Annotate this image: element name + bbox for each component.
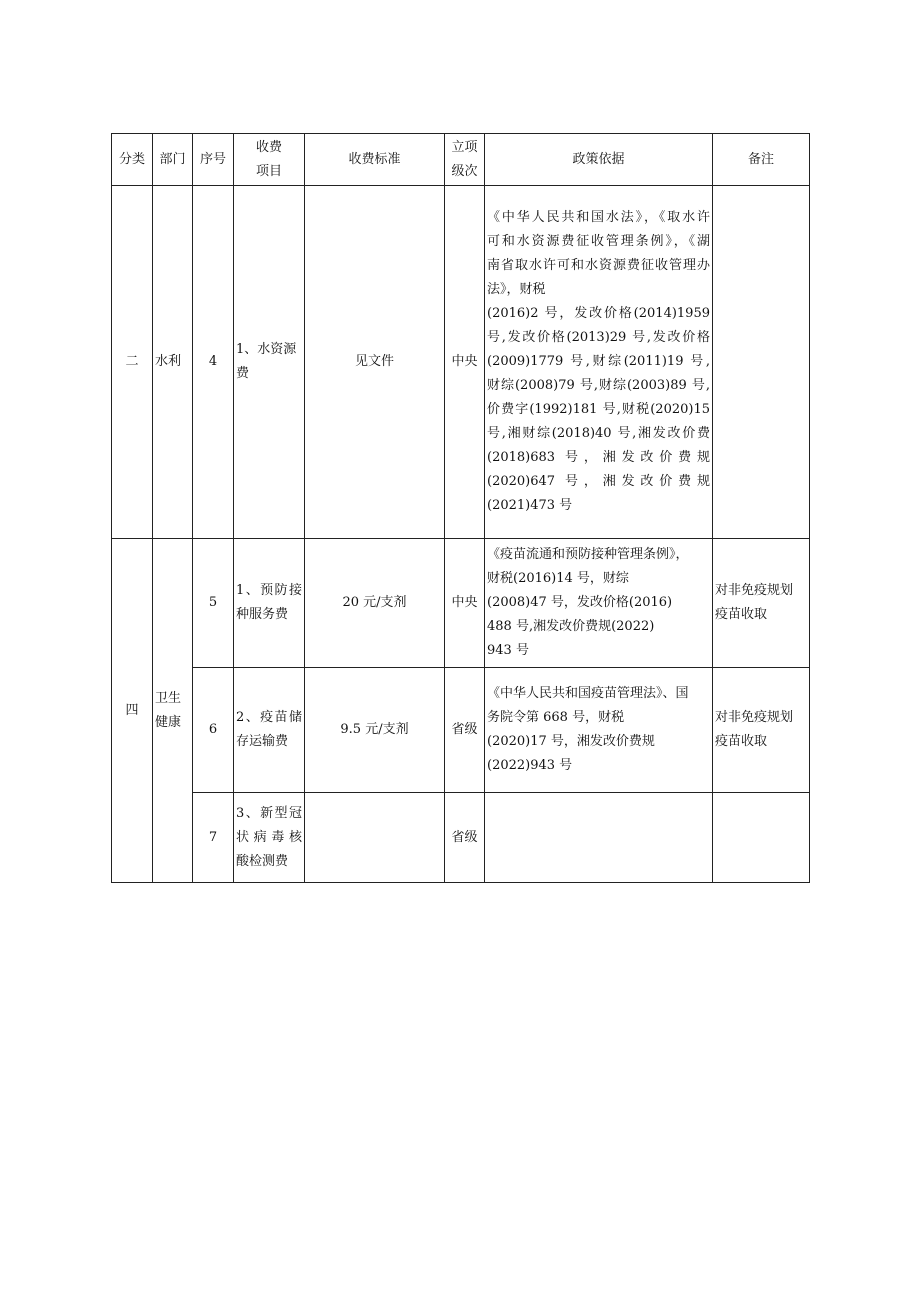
policy-line: (2020)17 号，湘发改价费规 [487,734,655,749]
item-line2: 种服务费 [236,607,289,622]
policy-line: 《中华人民共和国疫苗管理法》、国 [487,686,689,701]
standard-cell: 见文件 [305,186,445,539]
policy-line: (2018)683 号，湘发改价费规 [487,450,710,465]
table-row [112,539,810,668]
item-cell: 1、水资源费 [234,186,305,539]
item-cell [234,668,305,793]
header-level-line1: 立项 [451,139,478,155]
level-cell: 省级 [445,793,485,883]
item-cell [234,793,305,883]
policy-line: 《中华人民共和国水法》，《取水许 [487,210,710,225]
department-line1: 卫生 [155,690,182,706]
remark-cell [713,539,810,668]
remark-line1: 对非免疫规划 [715,710,794,725]
table-row [112,186,810,539]
policy-line: (2008)47 号，发改价格(2016) [487,595,673,610]
category-cell: 二 [112,186,153,539]
policy-cell [485,668,713,793]
policy-line: 488 号,湘发改价费规(2022) [487,619,655,634]
policy-line: 财综(2008)79 号,财综(2003)89 号, [487,378,710,393]
policy-line: (2022)943 号 [487,758,573,773]
level-cell: 中央 [445,186,485,539]
item-line2: 状病毒核 [236,829,302,845]
remark-cell [713,793,810,883]
item-cell [234,539,305,668]
standard-cell: 20 元/支剂 [305,539,445,668]
department-cell: 水利 [153,186,193,539]
policy-cell [485,793,713,883]
remark-line2: 疫苗收取 [715,734,768,749]
policy-line: (2009)1779 号,财综(2011)19 号, [487,354,710,369]
header-category: 分类 [112,134,153,186]
seq-cell: 4 [193,186,234,539]
seq-cell: 7 [193,793,234,883]
policy-line: 务院令第 668 号，财税 [487,710,625,725]
header-item-line2: 项目 [255,163,282,179]
seq-cell: 6 [193,668,234,793]
policy-line: 943 号 [487,643,529,658]
item-line2: 存运输费 [236,734,289,749]
policy-line: (2016)2 号，发改价格(2014)1959 [487,306,710,321]
policy-cell [485,539,713,668]
category-cell: 四 [112,539,153,883]
header-row [112,134,810,186]
department-cell [153,539,193,883]
item-line1: 3、新型冠 [236,805,302,821]
item-line1: 2、疫苗储 [236,710,302,725]
level-cell: 中央 [445,539,485,668]
policy-line: 财税(2016)14 号，财综 [487,571,629,586]
policy-cell [485,186,713,539]
seq-cell: 5 [193,539,234,668]
header-policy: 政策依据 [485,134,713,186]
policy-line: 号,发改价格(2013)29 号,发改价格 [487,330,710,345]
department-line2: 健康 [155,714,182,730]
header-level [445,134,485,186]
item-line3: 酸检测费 [236,853,289,869]
policy-line: 法》，财税 [487,282,546,297]
standard-cell [305,793,445,883]
policy-line: (2020)647 号，湘发改价费规 [487,474,710,489]
level-cell: 省级 [445,668,485,793]
table-row [112,793,810,883]
header-remark: 备注 [713,134,810,186]
policy-line: 可和水资源费征收管理条例》，《湖 [487,234,710,249]
remark-line1: 对非免疫规划 [715,583,794,598]
policy-line: 《疫苗流通和预防接种管理条例》， [487,547,689,562]
remark-line2: 疫苗收取 [715,607,768,622]
remark-cell [713,668,810,793]
policy-line: 价费字(1992)181 号,财税(2020)15 [487,402,710,417]
header-standard: 收费标准 [305,134,445,186]
header-item [234,134,305,186]
table-row [112,668,810,793]
header-seq: 序号 [193,134,234,186]
remark-cell [713,186,810,539]
policy-line: 号,湘财综(2018)40 号,湘发改价费 [487,426,710,441]
policy-line: (2021)473 号 [487,498,573,513]
item-line1: 1、预防接 [236,583,302,598]
standard-cell: 9.5 元/支剂 [305,668,445,793]
header-department: 部门 [153,134,193,186]
header-level-line2: 级次 [451,163,478,179]
header-item-line1: 收费 [255,139,282,155]
policy-line: 南省取水许可和水资源费征收管理办 [487,258,710,273]
fee-table [111,133,810,883]
